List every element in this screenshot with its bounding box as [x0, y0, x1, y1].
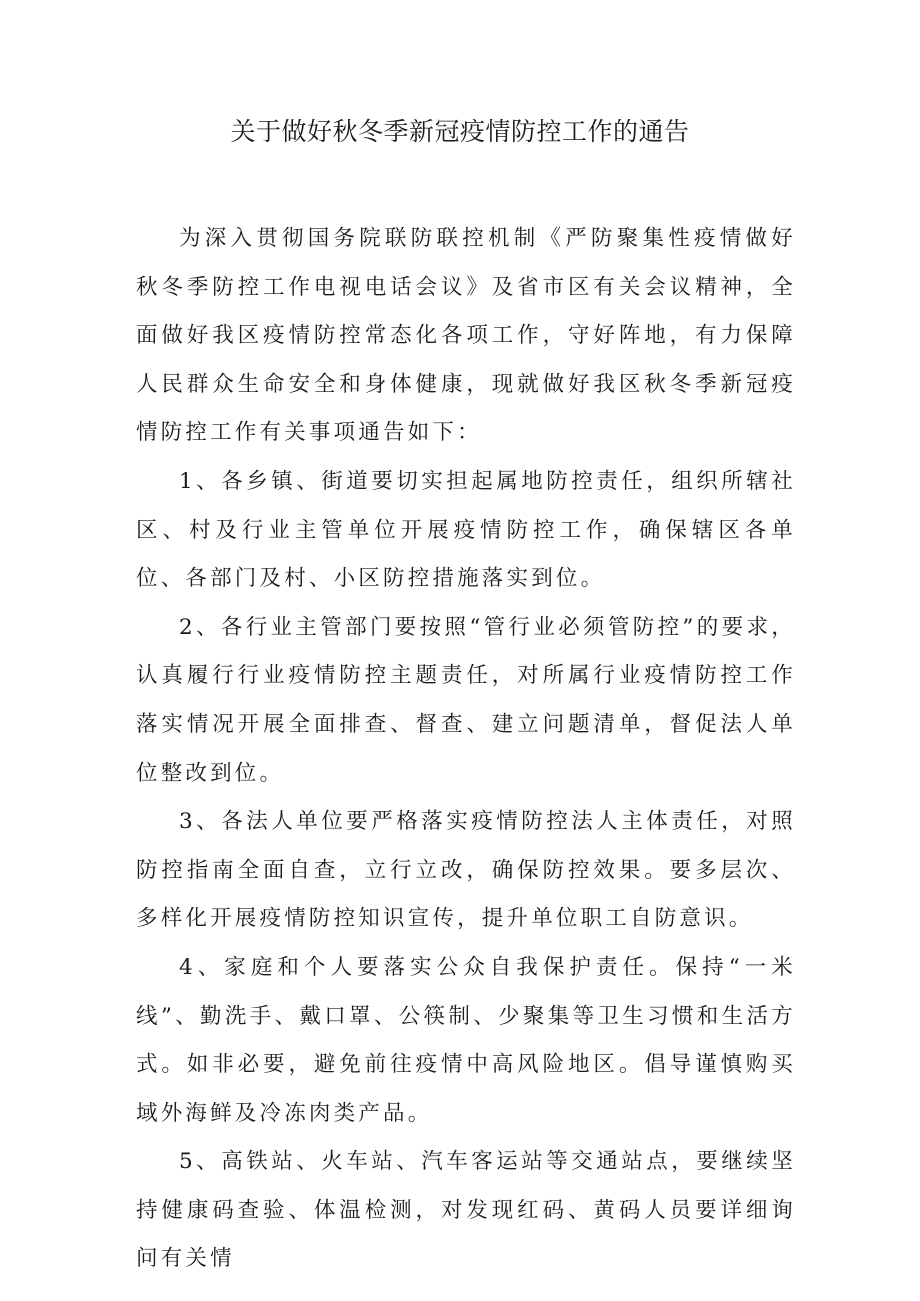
- item-paragraph-2: 2、各行业主管部门要按照“管行业必须管防控”的要求，认真履行行业疫情防控主题责任，对所属行业疫情防控工作落实情况开展全面排查、督查、建立问题清单，督促法人单位整改到位。: [136, 614, 796, 786]
- document-body: [136, 215, 796, 1284]
- intro-paragraph: 为深入贯彻国务院联防联控机制《严防聚集性疫情做好秋冬季防控工作电视电话会议》及省市区有关会议精神，全面做好我区疫情防控常态化各项工作，守好阵地，有力保障人民群众生命安全和身体健康，现就做好我区秋冬季新冠疫情防控工作有关事项通告如下：: [136, 226, 796, 446]
- item-paragraph-4: 4、家庭和个人要落实公众自我保护责任。保持“一米线”、勤洗手、戴口罩、公筷制、少聚集等卫生习惯和生活方式。如非必要，避免前往疫情中高风险地区。倡导谨慎购买域外海鲜及冷冻肉类产品。: [136, 954, 796, 1126]
- document-title: 关于做好秋冬季新冠疫情防控工作的通告: [230, 117, 690, 146]
- item-paragraph-3: 3、各法人单位要严格落实疫情防控法人主体责任，对照防控指南全面自查，立行立改，确保防控效果。要多层次、多样化开展疫情防控知识宣传，提升单位职工自防意识。: [136, 809, 796, 932]
- item-paragraph-1: 1、各乡镇、街道要切实担起属地防控责任，组织所辖社区、村及行业主管单位开展疫情防控工作，确保辖区各单位、各部门及村、小区防控措施落实到位。: [136, 468, 796, 592]
- item-paragraph-5: 5、高铁站、火车站、汽车客运站等交通站点，要继续坚持健康码查验、体温检测，对发现红码、黄码人员要详细询问有关情: [136, 1149, 796, 1272]
